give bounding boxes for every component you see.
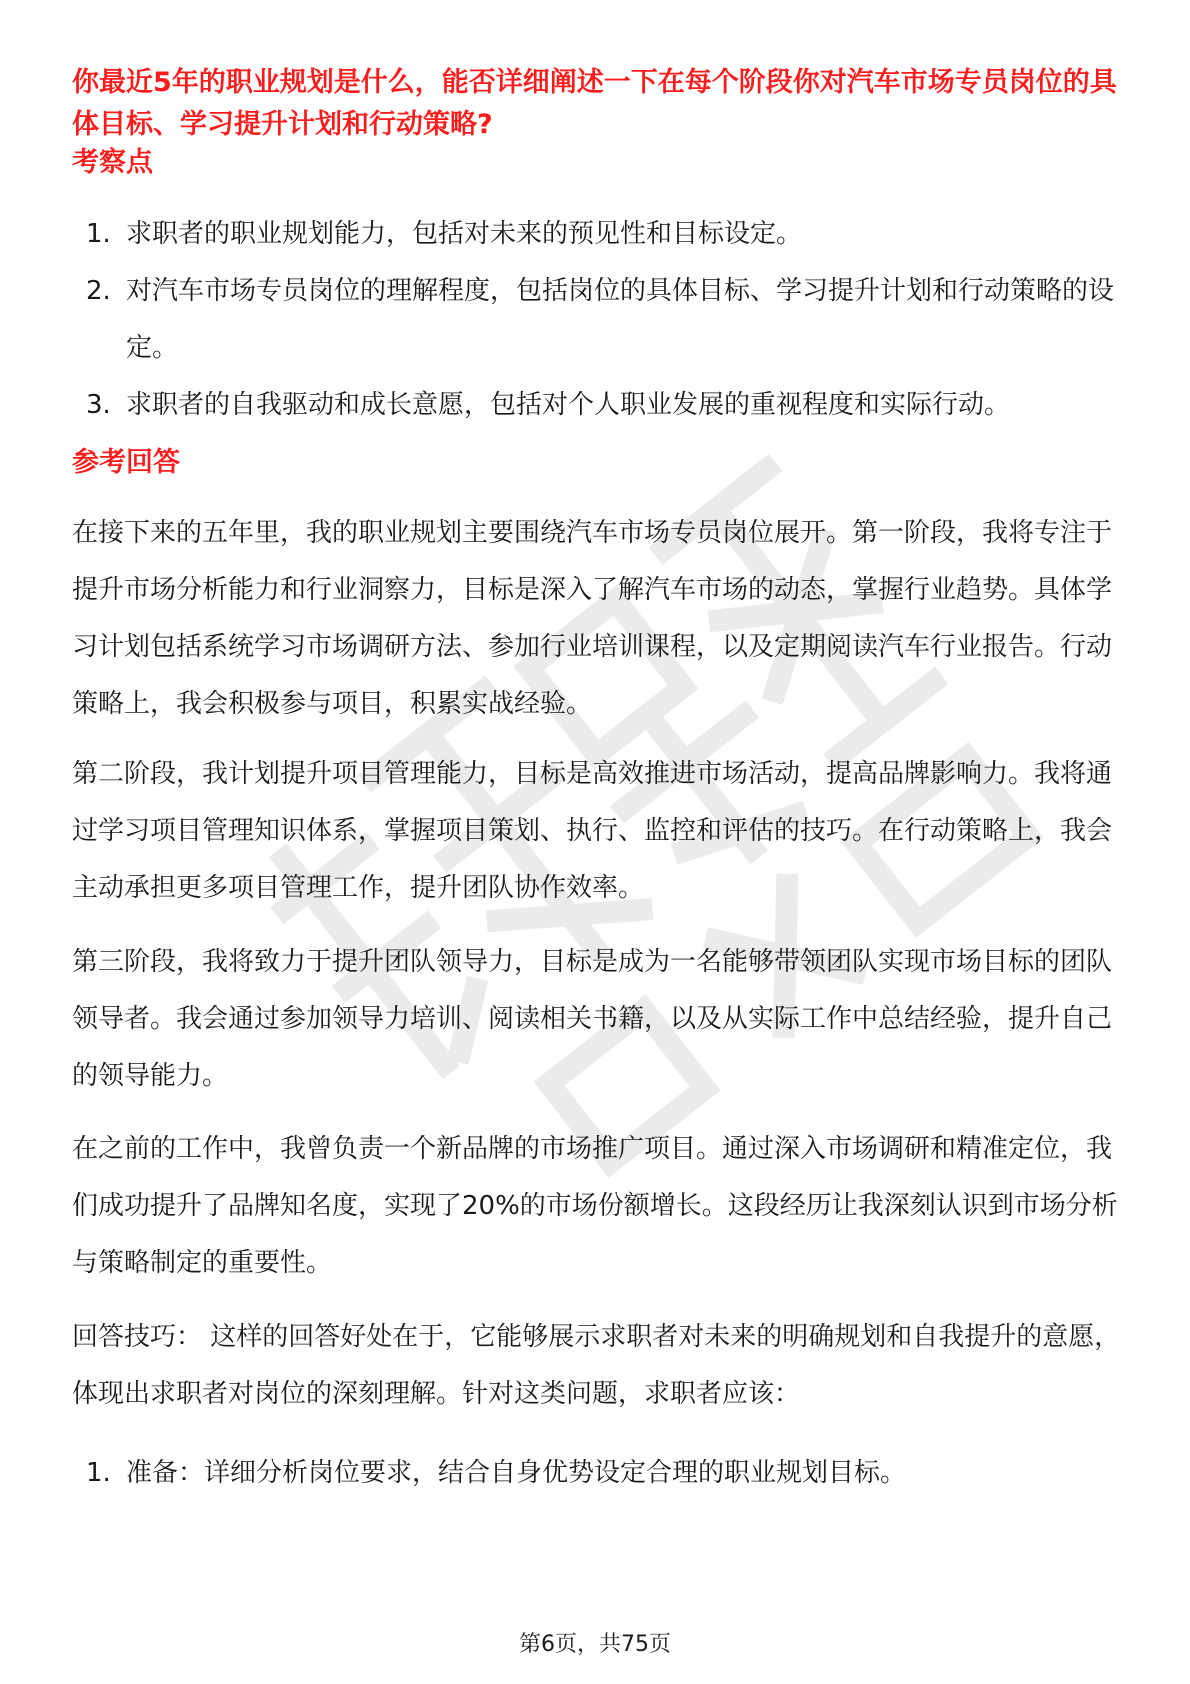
reference-answer-heading: 参考回答 [72,447,180,478]
exam-points-list [72,206,1132,434]
tips-list [72,1445,1132,1502]
list-item-text: 准备：详细分析岗位要求，结合自身优势设定合理的职业规划目标。 [126,1458,907,1488]
list-item [72,206,1132,263]
list-item-number: 3. [86,390,111,420]
exam-points-heading: 考察点 [72,147,153,178]
answer-paragraph: 第二阶段，我计划提升项目管理能力，目标是高效推进市场活动，提高品牌影响力。我将通过学习项目管理知识体系，掌握项目策划、执行、监控和评估的技巧。在行动策略上，我会主动承担更多项目管理工作，提升团队协作效率。 [72,759,1113,903]
answer-paragraph: 在之前的工作中，我曾负责一个新品牌的市场推广项目。通过深入市场调研和精准定位，我们成功提升了品牌知名度，实现了20%的市场份额增长。这段经历让我深刻认识到市场分析与策略制定的重要性。 [72,1134,1118,1278]
list-item [72,1445,1132,1502]
list-item-number: 1. [86,219,111,249]
answer-paragraph: 在接下来的五年里，我的职业规划主要围绕汽车市场专员岗位展开。第一阶段，我将专注于提升市场分析能力和行业洞察力，目标是深入了解汽车市场的动态，掌握行业趋势。具体学习计划包括系统学习市场调研方法、参加行业培训课程，以及定期阅读汽车行业报告。行动策略上，我会积极参与项目，积累实战经验。 [72,518,1113,719]
list-item [72,263,1132,377]
page-number-footer: 第6页，共75页 [519,1632,671,1657]
list-item-text: 求职者的职业规划能力，包括对未来的预见性和目标设定。 [126,219,803,249]
list-item-text: 求职者的自我驱动和成长意愿，包括对个人职业发展的重视程度和实际行动。 [126,390,1011,420]
question-title: 你最近5年的职业规划是什么，能否详细阐述一下在每个阶段你对汽车市场专员岗位的具体目标、学习提升计划和行动策略? [72,67,1117,140]
list-item [72,377,1132,434]
list-item-number: 2. [86,276,111,306]
list-item-text: 对汽车市场专员岗位的理解程度，包括岗位的具体目标、学习提升计划和行动策略的设定。 [126,276,1115,363]
answer-paragraph: 第三阶段，我将致力于提升团队领导力，目标是成为一名能够带领团队实现市场目标的团队领导者。我会通过参加领导力培训、阅读相关书籍，以及从实际工作中总结经验，提升自己的领导能力。 [72,947,1113,1091]
list-item-number: 1. [86,1458,111,1488]
answer-tips-paragraph: 回答技巧： 这样的回答好处在于，它能够展示求职者对未来的明确规划和自我提升的意愿，体现出求职者对岗位的深刻理解。针对这类问题，求职者应该： [72,1322,1121,1409]
